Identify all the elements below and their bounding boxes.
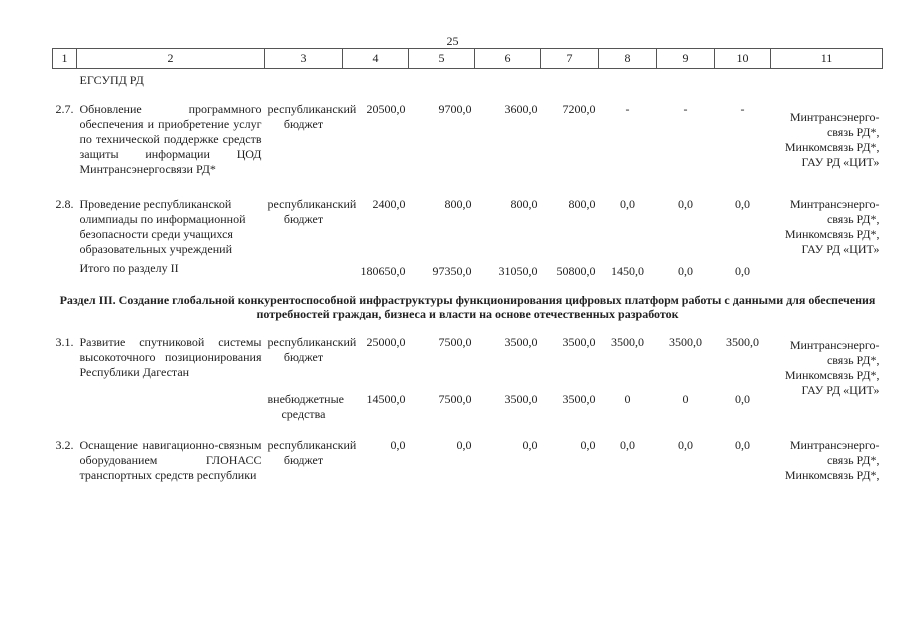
cell-value: 3600,0	[504, 102, 538, 116]
row-name: Оснащение навигационно-связным оборудованием ГЛОНАСС транспортных средств республики	[79, 438, 262, 482]
row-responsible: Минтрансэнерго-связь РД*, Минкомсвязь РД*, ГАУ РД «ЦИТ»	[784, 338, 880, 397]
total-value: 50800,0	[556, 264, 596, 278]
program-table	[52, 48, 883, 483]
cell-value: 0,0	[522, 438, 538, 452]
cell-value: 0,0	[735, 438, 750, 452]
cell-value: 14500,0	[366, 392, 406, 406]
col-header: 3	[265, 49, 343, 69]
col-header: 9	[657, 49, 715, 69]
table-row	[53, 197, 883, 257]
table-row	[53, 335, 883, 380]
continuation-row	[53, 69, 883, 89]
row-code: 3.1.	[55, 335, 74, 349]
cell-value: 0,0	[678, 197, 693, 211]
row-source: республиканский бюджет	[267, 335, 357, 364]
cell-value: 3500,0	[504, 335, 538, 349]
cell-value: 3500,0	[726, 335, 759, 349]
cell-value: -	[683, 102, 688, 116]
cell-value: 3500,0	[562, 335, 596, 349]
row-name: Обновление программного обеспечения и приобретение услуг по технической поддержке средств защиты информации ЦОД Минтрансэнергосвязи РД*	[79, 102, 262, 176]
col-header: 11	[771, 49, 883, 69]
total-value: 0,0	[735, 264, 750, 278]
table-row	[53, 392, 883, 422]
col-header: 4	[343, 49, 409, 69]
cell-value: 0,0	[620, 438, 635, 452]
cell-value: 25000,0	[366, 335, 406, 349]
total-value: 180650,0	[360, 264, 406, 278]
column-header-row	[53, 49, 883, 69]
cell-value: 800,0	[444, 197, 472, 211]
cell-value: 3500,0	[562, 392, 596, 406]
total-value: 0,0	[678, 264, 693, 278]
row-source: республиканский бюджет	[267, 438, 357, 467]
section-title: Раздел III. Создание глобальной конкурентоспособной инфраструктуры функционирования цифровых платформ работы с данными для обеспечения потребностей граждан, бизнеса и власти на основе отечественных разработок	[59, 293, 876, 321]
cell-value: 0,0	[456, 438, 472, 452]
row-source: республиканский бюджет	[267, 197, 357, 226]
cell-value: -	[625, 102, 630, 116]
cell-value: 800,0	[568, 197, 596, 211]
cell-value: 0,0	[735, 392, 750, 406]
cell-value: 0	[624, 392, 631, 406]
cell-value: 3500,0	[611, 335, 644, 349]
table-row	[53, 102, 883, 177]
row-source: внебюджетные средства	[267, 392, 344, 421]
cell-value: 9700,0	[438, 102, 472, 116]
total-row	[53, 261, 883, 279]
col-header: 8	[599, 49, 657, 69]
col-header: 2	[77, 49, 265, 69]
cell-value: 0,0	[735, 197, 750, 211]
row-code: 2.8.	[55, 197, 74, 211]
cell-value: 0	[682, 392, 689, 406]
row-name: Проведение республиканской олимпиады по информационной безопасности среди учащихся образовательных учреждений	[79, 197, 246, 256]
cell-value: 2400,0	[372, 197, 406, 211]
col-header: 6	[475, 49, 541, 69]
total-value: 97350,0	[432, 264, 472, 278]
row-responsible: Минтрансэнерго-связь РД*, Минкомсвязь РД*, ГАУ РД «ЦИТ»	[784, 110, 880, 169]
row-code: 3.2.	[55, 438, 74, 452]
cell-value: 20500,0	[366, 102, 406, 116]
total-value: 31050,0	[498, 264, 538, 278]
cell-value: 7500,0	[438, 335, 472, 349]
col-header: 7	[541, 49, 599, 69]
cell-value: 3500,0	[504, 392, 538, 406]
cell-value: 800,0	[510, 197, 538, 211]
col-header: 10	[715, 49, 771, 69]
page-number: 25	[446, 34, 459, 48]
cell-value: 0,0	[580, 438, 596, 452]
total-value: 1450,0	[611, 264, 644, 278]
row-name: Развитие спутниковой системы высокоточного позиционирования Республики Дагестан	[79, 335, 262, 379]
section-title-row	[53, 293, 883, 321]
col-header: 1	[53, 49, 77, 69]
continuation-text: ЕГСУПД РД	[79, 73, 144, 87]
cell-value: 7200,0	[562, 102, 596, 116]
cell-value: 0,0	[620, 197, 635, 211]
cell-value: 3500,0	[669, 335, 702, 349]
table-row	[53, 438, 883, 483]
row-source: республиканский бюджет	[267, 102, 357, 131]
row-responsible: Минтрансэнерго-связь РД*, Минкомсвязь РД*, ГАУ РД «ЦИТ»	[784, 197, 880, 256]
col-header: 5	[409, 49, 475, 69]
cell-value: 7500,0	[438, 392, 472, 406]
cell-value: 0,0	[390, 438, 406, 452]
total-label: Итого по разделу II	[79, 261, 179, 275]
row-responsible: Минтрансэнерго-связь РД*, Минкомсвязь РД*,	[784, 438, 880, 482]
cell-value: 0,0	[678, 438, 693, 452]
row-code: 2.7.	[55, 102, 74, 116]
cell-value: -	[740, 102, 745, 116]
